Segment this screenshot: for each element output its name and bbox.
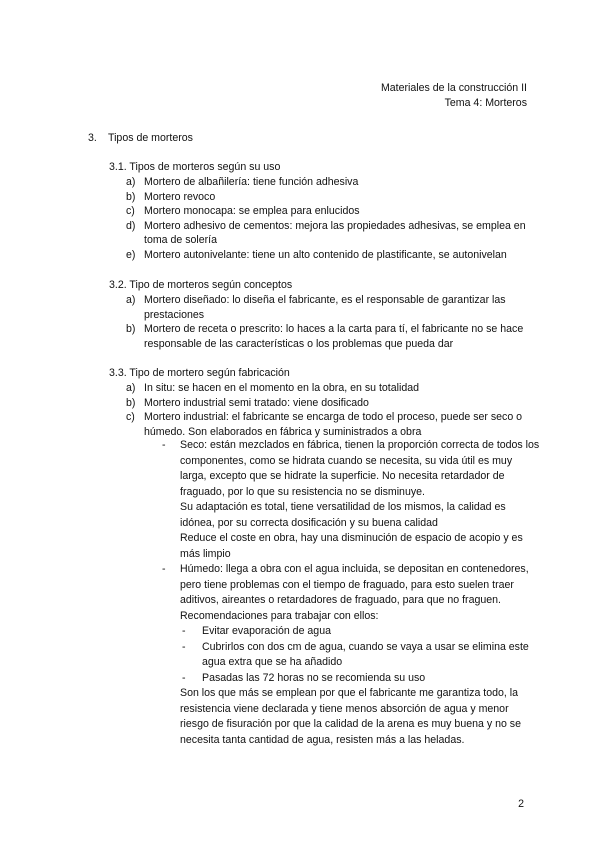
recommendation-item bbox=[160, 640, 540, 671]
subsection-3-3-list bbox=[126, 381, 536, 439]
dash-marker: - bbox=[162, 439, 166, 451]
list-item bbox=[126, 204, 536, 219]
list-item bbox=[126, 396, 536, 411]
humedo-text: Húmedo: llega a obra con el agua incluida, se depositan en contenedores, pero tiene problemas con el tiempo de fraguado, para esto suelen traer aditivos, aireantes o retardadores de fraguado, para que no fraguen. bbox=[180, 563, 529, 606]
list-item-text: Mortero revoco bbox=[144, 190, 216, 203]
list-item-text: Mortero de albañilería: tiene función adhesiva bbox=[144, 176, 359, 188]
list-marker: c) bbox=[126, 411, 135, 423]
list-item-text: Mortero autonivelante: tiene un alto contenido de plastificante, se autonivelan bbox=[144, 248, 507, 261]
list-item bbox=[126, 381, 536, 396]
dash-item-humedo bbox=[160, 562, 540, 624]
list-item bbox=[126, 410, 536, 439]
list-item bbox=[126, 322, 536, 351]
dash-item-seco bbox=[160, 438, 540, 562]
list-item-text: Mortero adhesivo de cementos: mejora las propiedades adhesivas, se emplea en toma de solería bbox=[144, 219, 526, 246]
dash-marker: - bbox=[182, 625, 186, 637]
seco-paragraph-2: Reduce el coste en obra, hay una disminución de espacio de acopio y es más limpio bbox=[180, 532, 523, 560]
list-item bbox=[126, 175, 536, 190]
page-number: 2 bbox=[518, 798, 524, 810]
list-item-text: Mortero de receta o prescrito: lo haces a la carta para tí, el fabricante no se hace responsable de las características o los problemas que pueda dar bbox=[144, 323, 524, 350]
list-marker: d) bbox=[126, 219, 136, 232]
list-item bbox=[126, 293, 536, 322]
list-item bbox=[126, 190, 536, 205]
humedo-closing: Son los que más se emplean por que el fabricante me garantiza todo, la resistencia viene declarada y tiene menos absorción de agua y menor riesgo de fisuración por que la calidad de la arena es muy buena y no se necesita tanta cantidad de agua, resisten más a las heladas. bbox=[180, 687, 521, 746]
subsection-3-1-list bbox=[126, 175, 536, 262]
list-item-text: Mortero industrial: el fabricante se encarga de todo el proceso, puede ser seco o húmedo. Son elaborados en fábrica y suministrados a obra bbox=[144, 411, 523, 438]
dash-marker: - bbox=[182, 671, 186, 684]
list-marker: b) bbox=[126, 323, 136, 335]
list-item-text: Mortero industrial semi tratado: viene dosificado bbox=[144, 396, 369, 409]
course-title: Materiales de la construcción II bbox=[380, 82, 527, 94]
section-title: Tipos de morteros bbox=[108, 132, 193, 144]
section-heading bbox=[88, 131, 193, 146]
recommendation-text: Evitar evaporación de agua bbox=[202, 625, 331, 637]
list-marker: e) bbox=[126, 248, 136, 261]
list-item-text: Mortero diseñado: lo diseña el fabricante, es el responsable de garantizar las prestaciones bbox=[144, 294, 506, 321]
subsection-3-3-title: 3.3. Tipo de mortero según fabricación bbox=[109, 367, 290, 379]
list-marker: b) bbox=[126, 190, 136, 203]
recommendation-text: Pasadas las 72 horas no se recomienda su uso bbox=[202, 671, 426, 684]
list-item bbox=[126, 219, 536, 248]
subsection-3-2-list bbox=[126, 293, 536, 351]
list-item bbox=[126, 248, 536, 263]
recommendation-text: Cubrirlos con dos cm de agua, cuando se vaya a usar se elimina este agua extra que se ha añadido bbox=[202, 640, 529, 668]
dash-marker: - bbox=[162, 563, 166, 575]
recommendations-heading: Recomendaciones para trabajar con ellos: bbox=[180, 609, 379, 622]
list-marker: a) bbox=[126, 176, 136, 188]
topic-title: Tema 4: Morteros bbox=[444, 96, 527, 109]
page-header bbox=[381, 81, 527, 110]
seco-text: Seco: están mezclados en fábrica, tienen la proporción correcta de todos los componentes, como se hidrata cuando se necesita, su vida útil es muy larga, excepto que se hidrate la superficie. No necesita retardador de fraguado, por lo que su resistencia no se disminuye. bbox=[180, 439, 540, 498]
recommendation-item bbox=[160, 671, 540, 687]
list-item-text: In situ: se hacen en el momento en la obra, en su totalidad bbox=[144, 382, 420, 394]
fabrication-detail-list bbox=[160, 438, 540, 748]
list-item-text: Mortero monocapa: se emplea para enlucidos bbox=[144, 205, 360, 217]
list-marker: c) bbox=[126, 205, 135, 217]
recommendation-item bbox=[160, 624, 540, 640]
section-number: 3. bbox=[88, 132, 97, 144]
list-marker: a) bbox=[126, 294, 136, 306]
seco-paragraph-1: Su adaptación es total, tiene versatilidad de los mismos, la calidad es idónea, por su correcta dosificación y su buena calidad bbox=[180, 501, 506, 529]
subsection-3-2-title: 3.2. Tipo de morteros según conceptos bbox=[109, 279, 293, 291]
list-marker: a) bbox=[126, 382, 136, 394]
list-marker: b) bbox=[126, 396, 136, 409]
subsection-3-1-title: 3.1. Tipos de morteros según su uso bbox=[109, 161, 281, 173]
dash-marker: - bbox=[182, 640, 186, 653]
